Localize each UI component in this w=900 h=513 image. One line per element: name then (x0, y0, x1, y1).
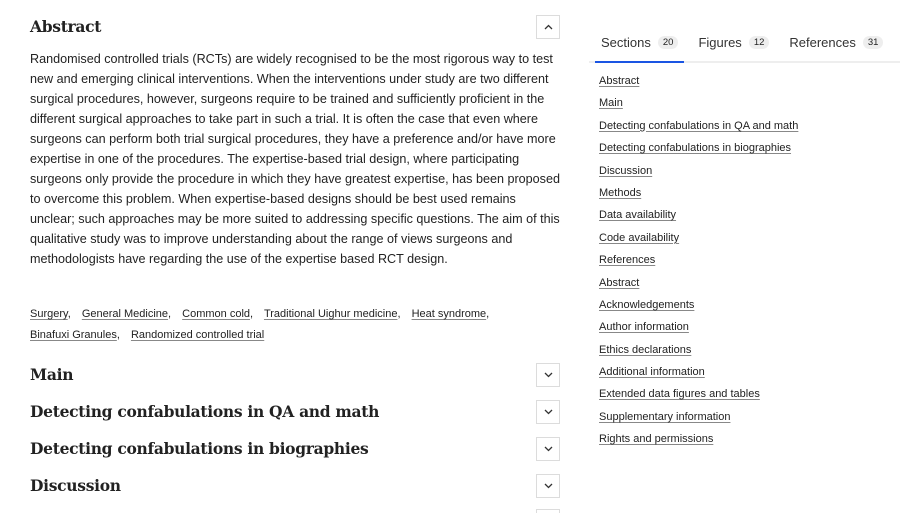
toc-link-abstract[interactable]: Abstract (599, 75, 640, 87)
toc-link-acknowledgements[interactable]: Acknowledgements (599, 298, 695, 311)
toc-item (599, 341, 798, 363)
tab-sections[interactable] (595, 24, 684, 61)
keyword-link[interactable]: Traditional Uighur medicine (263, 308, 398, 320)
toc-item (599, 318, 798, 340)
expand-section-button[interactable] (536, 400, 560, 424)
chevron-down-icon (544, 446, 553, 452)
toc-link-methods[interactable]: Methods (599, 186, 642, 199)
chevron-down-icon (544, 409, 553, 415)
section-header-discussion (30, 467, 560, 504)
chevron-up-icon (544, 24, 553, 30)
section-title: Detecting confabulations in biographies (30, 439, 369, 458)
toc-item (599, 430, 798, 452)
toc-link-additional-information[interactable]: Additional information (599, 366, 705, 379)
section-header-qa-math (30, 393, 560, 430)
section-title: Main (30, 365, 74, 384)
count-badge: 31 (863, 36, 884, 49)
section-header-main (30, 356, 560, 393)
keyword-link[interactable]: Binafuxi Granules (30, 329, 117, 341)
toc-item (599, 139, 798, 161)
tab-references[interactable] (783, 24, 889, 61)
toc-item (599, 251, 798, 273)
toc-link-biographies[interactable]: Detecting confabulations in biographies (599, 142, 792, 155)
count-badge: 20 (658, 36, 679, 49)
chevron-down-icon (544, 483, 553, 489)
toc-link-discussion[interactable]: Discussion (599, 164, 653, 177)
toc-item (599, 94, 798, 116)
toc-item (599, 296, 798, 318)
toc-item (599, 363, 798, 385)
section-header-abstract (30, 8, 560, 45)
toc-link-supplementary[interactable]: Supplementary information (599, 410, 731, 423)
toc-item (599, 385, 798, 407)
tab-label: Figures (698, 35, 742, 50)
toc-item (599, 72, 798, 94)
toc-link-ethics-declarations[interactable]: Ethics declarations (599, 343, 692, 356)
tab-label: Sections (601, 35, 651, 50)
keyword-link[interactable]: Heat syndrome (411, 308, 487, 320)
toc-link-code-availability[interactable]: Code availability (599, 231, 680, 244)
toc-item (599, 229, 798, 251)
toc-link-extended-data[interactable]: Extended data figures and tables (599, 388, 760, 401)
keyword-link[interactable]: General Medicine (81, 308, 169, 320)
chevron-down-icon (544, 372, 553, 378)
section-title: Detecting confabulations in QA and math (30, 402, 380, 421)
next-section-toggle-partial[interactable] (536, 509, 560, 513)
toc-item (599, 184, 798, 206)
section-header-biographies (30, 430, 560, 467)
section-title: Abstract (30, 17, 102, 36)
toc-item (599, 274, 798, 296)
toc-item (599, 206, 798, 228)
toc-link-qa-math[interactable]: Detecting confabulations in QA and math (599, 119, 799, 132)
keyword-link[interactable]: Surgery (30, 308, 68, 320)
keyword-list: Surgery, General Medicine, Common cold, Traditional Uighur medicine, Heat syndrome, Binafuxi Granules, Randomized controlled trial (30, 308, 490, 341)
article-navigation (599, 24, 900, 446)
abstract-text: Randomised controlled trials (RCTs) are widely recognised to be the most rigorous way to test new and emerging clinical interventions. When the interventions under study are two different surgical procedures, however, surgeons require to be trained and sufficiently proficient in the different surgical approaches to take part in such a trial. It is often the case that even where surgeons can perform both trial surgical procedures, they have a preference and/or have more expertise in one of the procedures. The expertise-based trial design, where participating surgeons only provide the procedure in which they have greatest expertise, has been proposed to overcome this problem. When expertise-based designs should be best used remains unclear; such approaches may be more suited to addressing specific questions. The aim of this qualitative study was to improve understanding about the range of views surgeons and methodologists have regarding the use of the expertise based RCT design. (30, 52, 560, 266)
toc-item (599, 408, 798, 430)
keyword-link[interactable]: Randomized controlled trial (130, 329, 265, 341)
expand-section-button[interactable] (536, 363, 560, 387)
toc-link-abstract-2[interactable]: Abstract (599, 276, 640, 289)
count-badge: 12 (749, 36, 770, 49)
toc-link-data-availability[interactable]: Data availability (599, 209, 677, 222)
nav-tabs (589, 24, 900, 63)
toc-link-rights[interactable]: Rights and permissions (599, 433, 714, 446)
sections-list (599, 72, 798, 453)
collapse-abstract-button[interactable] (536, 15, 560, 39)
tab-label: References (789, 35, 856, 50)
keyword-link[interactable]: Common cold (182, 308, 251, 320)
toc-link-main[interactable]: Main (599, 97, 623, 110)
toc-item (599, 117, 798, 139)
expand-section-button[interactable] (536, 437, 560, 461)
section-title: Discussion (30, 476, 121, 495)
toc-link-author-information[interactable]: Author information (599, 321, 689, 334)
tab-figures[interactable] (692, 24, 775, 61)
toc-link-references[interactable]: References (599, 254, 656, 267)
toc-item (599, 162, 798, 184)
expand-section-button[interactable] (536, 474, 560, 498)
